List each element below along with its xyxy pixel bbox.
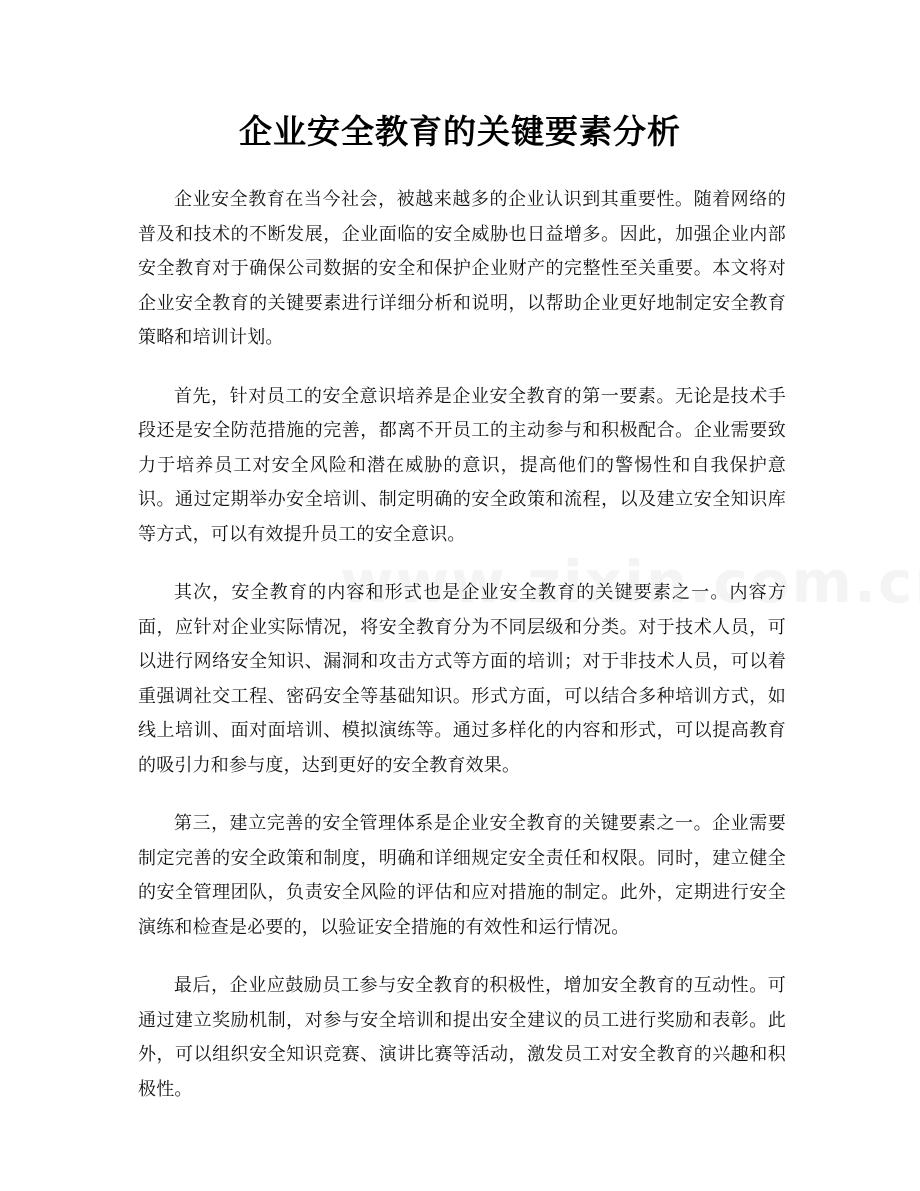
paragraph-first-element: 首先，针对员工的安全意识培养是企业安全教育的第一要素。无论是技术手段还是安全防范措施的完善，都离不开员工的主动参与和积极配合。企业需要致力于培养员工对安全风险和潜在威胁的意识，提高他们的警惕性和自我保护意识。通过定期举办安全培训、制定明确的安全政策和流程，以及建立安全知识库等方式，可以有效提升员工的安全意识。: [138, 385, 786, 545]
document-title: 企业安全教育的关键要素分析: [239, 112, 681, 151]
paragraph-final-element: 最后，企业应鼓励员工参与安全教育的积极性，增加安全教育的互动性。可通过建立奖励机制，对参与安全培训和提出安全建议的员工进行奖励和表彰。此外，可以组织安全知识竞赛、演讲比赛等活动，激发员工对安全教育的兴趣和积极性。: [138, 975, 786, 1100]
paragraph-third-element: 第三，建立完善的安全管理体系是企业安全教育的关键要素之一。企业需要制定完善的安全政策和制度，明确和详细规定安全责任和权限。同时，建立健全的安全管理团队，负责安全风险的评估和应对措施的制定。此外，定期进行安全演练和检查是必要的，以验证安全措施的有效性和运行情况。: [138, 813, 786, 938]
paragraph-second-element: 其次，安全教育的内容和形式也是企业安全教育的关键要素之一。内容方面，应针对企业实际情况，将安全教育分为不同层级和分类。对于技术人员，可以进行网络安全知识、漏洞和攻击方式等方面的培训；对于非技术人员，可以着重强调社交工程、密码安全等基础知识。形式方面，可以结合多种培训方式，如线上培训、面对面培训、模拟演练等。通过多样化的内容和形式，可以提高教育的吸引力和参与度，达到更好的安全教育效果。: [138, 582, 786, 776]
paragraph-intro: 企业安全教育在当今社会，被越来越多的企业认识到其重要性。随着网络的普及和技术的不断发展，企业面临的安全威胁也日益增多。因此，加强企业内部安全教育对于确保公司数据的安全和保护企业财产的完整性至关重要。本文将对企业安全教育的关键要素进行详细分析和说明，以帮助企业更好地制定安全教育策略和培训计划。: [138, 189, 786, 348]
document-body: [138, 183, 786, 1131]
